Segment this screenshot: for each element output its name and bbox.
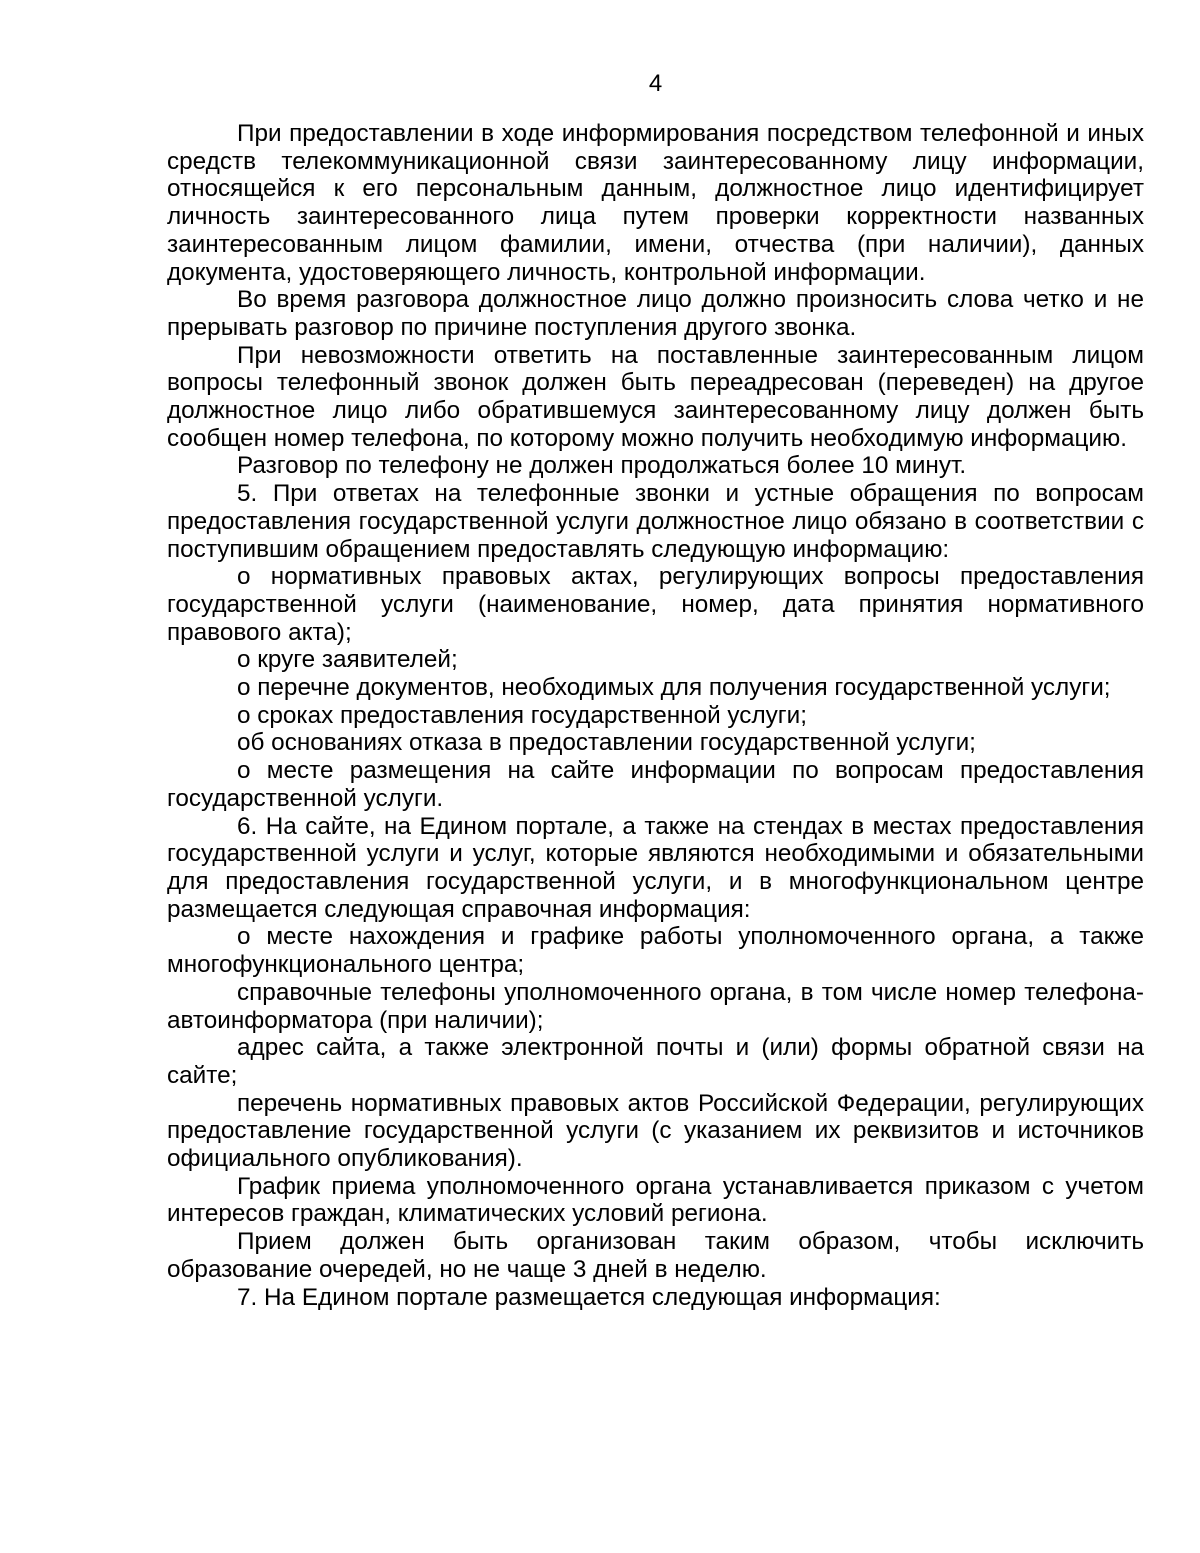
list-item-site-address: адрес сайта, а также электронной почты и (или) формы обратной связи на сайте; [167, 1034, 1144, 1089]
list-item-normative-acts: о нормативных правовых актах, регулирующих вопросы предоставления государственной услуги (наименование, номер, дата принятия нормативного правового акта); [167, 563, 1144, 646]
paragraph-reception-schedule: График приема уполномоченного органа устанавливается приказом с учетом интересов граждан, климатических условий региона. [167, 1172, 1144, 1228]
paragraph-item-7: 7. На Едином портале размещается следующая информация: [237, 1283, 941, 1311]
list-item-applicants: о круге заявителей; [237, 646, 458, 674]
paragraph-item-5: 5. При ответах на телефонные звонки и устные обращения по вопросам предоставления государственной услуги должностное лицо обязано в соответствии с поступившим обращением предоставлять следующую информацию: [167, 480, 1144, 563]
paragraph-speech-rules: Во время разговора должностное лицо должно произносить слова четко и не прерывать разговор по причине поступления другого звонка. [167, 286, 1144, 341]
paragraph-item-6: 6. На сайте, на Едином портале, а также на стендах в местах предоставления государственной услуги и услуг, которые являются необходимыми и обязательными для предоставления государственной услуги, и в многофункциональном центре размещается следующая справочная информация: [167, 812, 1144, 923]
list-item-refusal-grounds: об основаниях отказа в предоставлении государственной услуги; [237, 729, 976, 757]
list-item-phones: справочные телефоны уполномоченного органа, в том числе номер телефона-автоинформатора (при наличии); [167, 978, 1144, 1034]
paragraph-call-duration: Разговор по телефону не должен продолжаться более 10 минут. [237, 452, 967, 480]
paragraph-phone-identification: При предоставлении в ходе информирования посредством телефонной и иных средств телекоммуникационной связи заинтересованному лицу информации, относящейся к его персональным данным, должностное лицо идентифицирует личность заинтересованного лица путем проверки корректности названных заинтересованным лицом фамилии, имени, отчества (при наличии), данных документа, удостоверяющего личность, контрольной информации. [167, 120, 1144, 286]
paragraph-call-redirect: При невозможности ответить на поставленные заинтересованным лицом вопросы телефонный звонок должен быть переадресован (переведен) на другое должностное лицо либо обратившемуся заинтересованному лицу должен быть сообщен номер телефона, по которому можно получить необходимую информацию. [167, 341, 1144, 452]
list-item-site-info: о месте размещения на сайте информации по вопросам предоставления государственной услуги. [167, 757, 1144, 812]
list-item-deadlines: о сроках предоставления государственной услуги; [237, 701, 807, 729]
paragraph-reception-organization: Прием должен быть организован таким образом, чтобы исключить образование очередей, но не чаще 3 дней в неделю. [167, 1228, 1144, 1283]
page-number: 4 [648, 70, 663, 97]
list-item-documents: о перечне документов, необходимых для получения государственной услуги; [237, 674, 1111, 702]
list-item-legal-acts: перечень нормативных правовых актов Российской Федерации, регулирующих предоставление государственной услуги (с указанием их реквизитов и источников официального опубликования). [167, 1089, 1144, 1173]
document-body [167, 120, 1144, 1311]
list-item-location-schedule: о месте нахождения и графике работы уполномоченного органа, а также многофункционального центра; [167, 923, 1144, 979]
